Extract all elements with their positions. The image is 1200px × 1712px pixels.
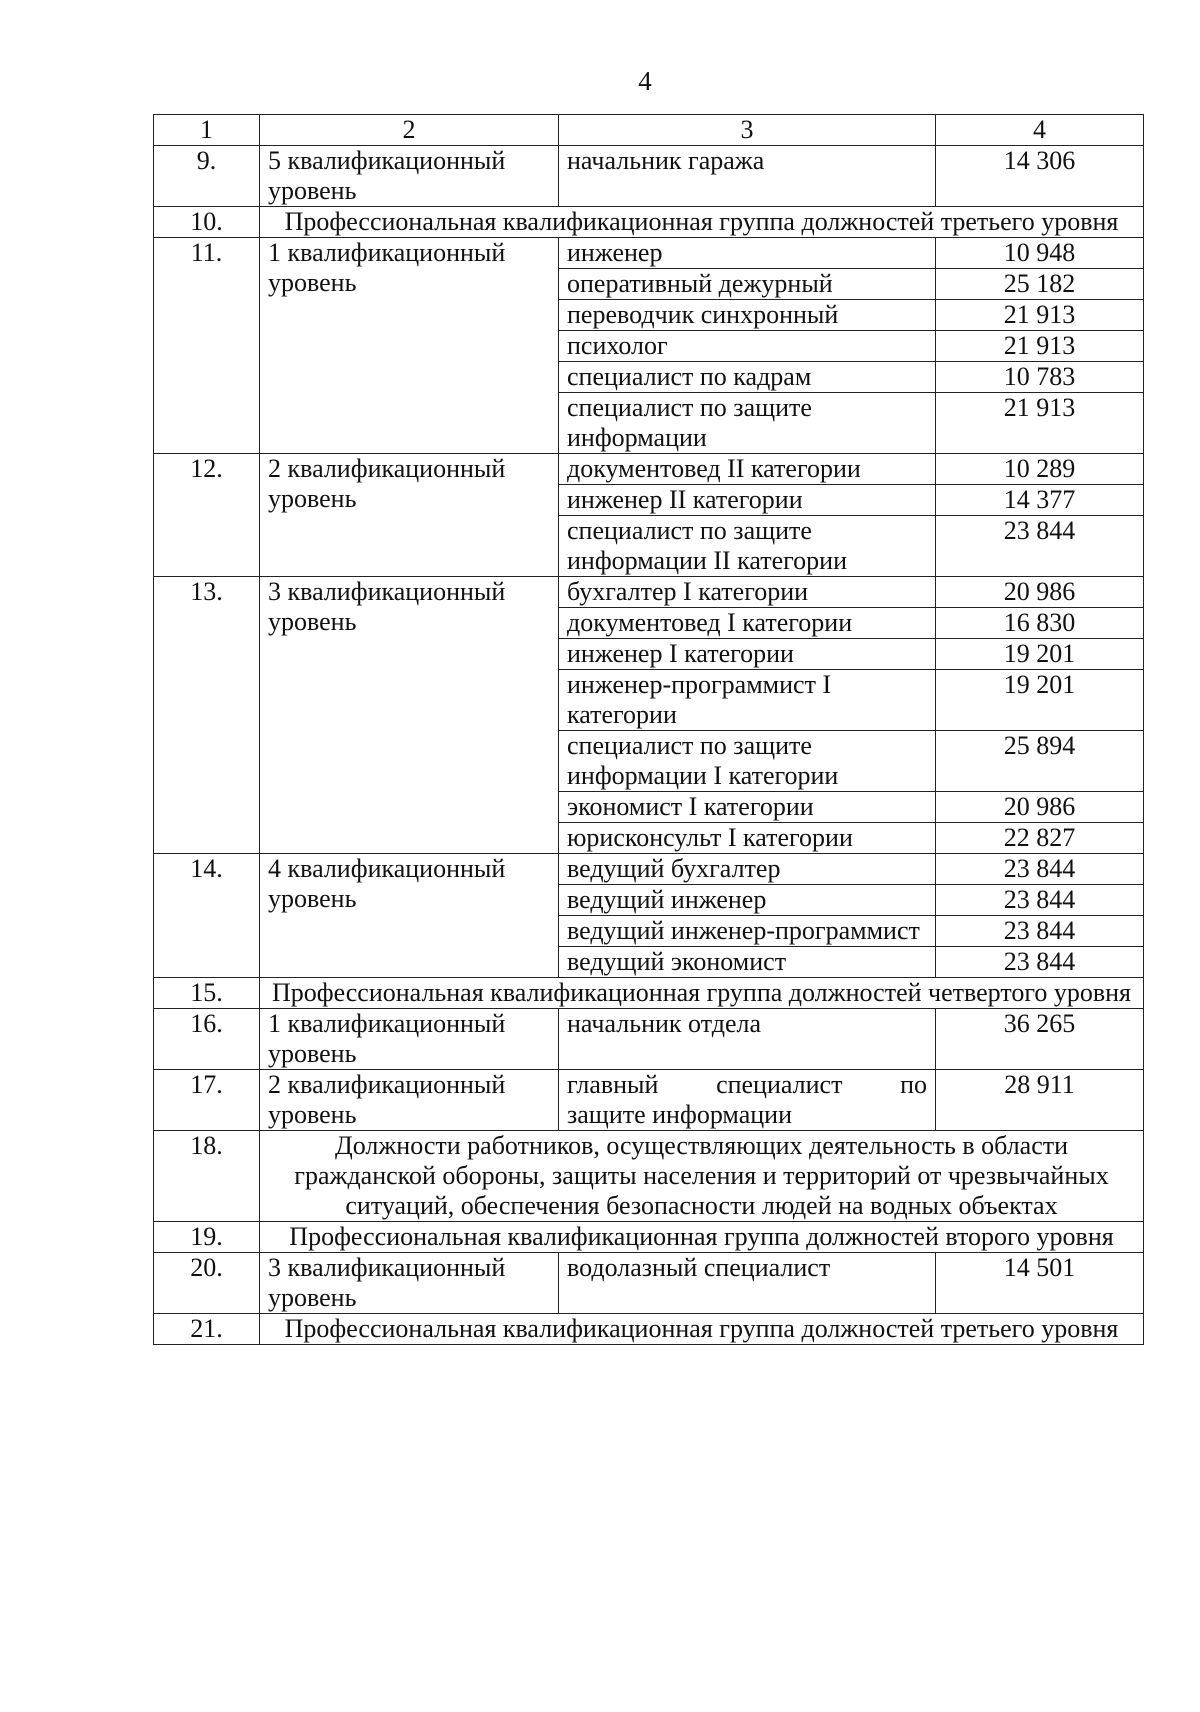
row-number: 12. xyxy=(154,454,260,577)
table-row xyxy=(154,1009,1144,1070)
salary-value: 25 894 xyxy=(936,731,1144,792)
table-row xyxy=(154,1222,1144,1253)
position-title xyxy=(559,1070,936,1131)
position-word: по xyxy=(900,1070,927,1099)
position-title: начальник отдела xyxy=(559,1009,936,1070)
position-title: ведущий экономист xyxy=(559,947,936,978)
qualification-level: 3 квалификационный уровень xyxy=(260,577,559,854)
position-title: ведущий бухгалтер xyxy=(559,854,936,885)
group-heading: Профессиональная квалификационная группа должностей второго уровня xyxy=(260,1222,1144,1253)
table-row xyxy=(154,238,1144,269)
salary-value: 20 986 xyxy=(936,792,1144,823)
qualification-level: 1 квалификационный уровень xyxy=(260,1009,559,1070)
salary-value: 14 306 xyxy=(936,146,1144,207)
position-title: начальник гаража xyxy=(559,146,936,207)
qualification-level: 3 квалификационный уровень xyxy=(260,1253,559,1314)
salary-value: 21 913 xyxy=(936,331,1144,362)
salary-value: 10 948 xyxy=(936,238,1144,269)
row-number: 21. xyxy=(154,1314,260,1345)
row-number: 14. xyxy=(154,854,260,978)
row-number: 18. xyxy=(154,1131,260,1222)
row-number: 15. xyxy=(154,978,260,1009)
qualification-level: 2 квалификационный уровень xyxy=(260,454,559,577)
group-heading: Профессиональная квалификационная группа должностей четвертого уровня xyxy=(260,978,1144,1009)
salary-value: 22 827 xyxy=(936,823,1144,854)
position-title: инженер II категории xyxy=(559,485,936,516)
column-header: 4 xyxy=(936,115,1144,146)
table-row xyxy=(154,1131,1144,1222)
salary-value: 36 265 xyxy=(936,1009,1144,1070)
row-number: 13. xyxy=(154,577,260,854)
column-header: 1 xyxy=(154,115,260,146)
salary-value: 23 844 xyxy=(936,854,1144,885)
position-title: документовед I категории xyxy=(559,608,936,639)
salary-value: 14 501 xyxy=(936,1253,1144,1314)
row-number: 19. xyxy=(154,1222,260,1253)
position-first-line xyxy=(567,1070,927,1100)
position-title: оперативный дежурный xyxy=(559,269,936,300)
position-title: юрисконсульт I категории xyxy=(559,823,936,854)
position-title: психолог xyxy=(559,331,936,362)
qualification-level: 1 квалификационный уровень xyxy=(260,238,559,454)
position-title: специалист по защите информации xyxy=(559,393,936,454)
page-number: 4 xyxy=(638,66,652,96)
row-number: 16. xyxy=(154,1009,260,1070)
table-row xyxy=(154,1253,1144,1314)
table-row xyxy=(154,146,1144,207)
position-title: инженер I категории xyxy=(559,639,936,670)
position-title: переводчик синхронный xyxy=(559,300,936,331)
qualification-level: 4 квалификационный уровень xyxy=(260,854,559,978)
position-title: экономист I категории xyxy=(559,792,936,823)
salary-value: 23 844 xyxy=(936,885,1144,916)
position-title: ведущий инженер-программист xyxy=(559,916,936,947)
row-number: 17. xyxy=(154,1070,260,1131)
row-number: 11. xyxy=(154,238,260,454)
salary-value: 28 911 xyxy=(936,1070,1144,1131)
table-row xyxy=(154,454,1144,485)
salary-value: 14 377 xyxy=(936,485,1144,516)
position-title: инженер-программист I категории xyxy=(559,670,936,731)
table-row xyxy=(154,207,1144,238)
salary-value: 25 182 xyxy=(936,269,1144,300)
salary-value: 16 830 xyxy=(936,608,1144,639)
table-row xyxy=(154,1314,1144,1345)
row-number: 9. xyxy=(154,146,260,207)
position-title: специалист по кадрам xyxy=(559,362,936,393)
position-word: главный xyxy=(567,1070,659,1099)
group-heading: Должности работников, осуществляющих деятельность в области гражданской обороны, защиты населения и территорий от чрезвычайных ситуаций, обеспечения безопасности людей на водных объектах xyxy=(260,1131,1144,1222)
qualification-level: 5 квалификационный уровень xyxy=(260,146,559,207)
salary-value: 19 201 xyxy=(936,670,1144,731)
row-number: 10. xyxy=(154,207,260,238)
position-title: специалист по защите информации I категории xyxy=(559,731,936,792)
salary-value: 10 783 xyxy=(936,362,1144,393)
table-row xyxy=(154,854,1144,885)
position-second-line: защите информации xyxy=(567,1100,792,1129)
table-row xyxy=(154,1070,1144,1131)
salary-value: 23 844 xyxy=(936,916,1144,947)
column-header: 2 xyxy=(260,115,559,146)
position-title: водолазный специалист xyxy=(559,1253,936,1314)
salary-value: 19 201 xyxy=(936,639,1144,670)
position-title: инженер xyxy=(559,238,936,269)
group-heading: Профессиональная квалификационная группа должностей третьего уровня xyxy=(260,1314,1144,1345)
salary-value: 23 844 xyxy=(936,516,1144,577)
column-header: 3 xyxy=(559,115,936,146)
salary-value: 21 913 xyxy=(936,393,1144,454)
table-header-row xyxy=(154,115,1144,146)
table-row xyxy=(154,978,1144,1009)
position-title: ведущий инженер xyxy=(559,885,936,916)
row-number: 20. xyxy=(154,1253,260,1314)
group-heading: Профессиональная квалификационная группа должностей третьего уровня xyxy=(260,207,1144,238)
position-word: специалист xyxy=(716,1070,843,1099)
salary-value: 20 986 xyxy=(936,577,1144,608)
salary-value: 21 913 xyxy=(936,300,1144,331)
salary-value: 23 844 xyxy=(936,947,1144,978)
position-title: бухгалтер I категории xyxy=(559,577,936,608)
salary-value: 10 289 xyxy=(936,454,1144,485)
table-row xyxy=(154,577,1144,608)
qualification-level: 2 квалификационный уровень xyxy=(260,1070,559,1131)
position-title: специалист по защите информации II категории xyxy=(559,516,936,577)
salary-table xyxy=(153,114,1144,1345)
position-title: документовед II категории xyxy=(559,454,936,485)
